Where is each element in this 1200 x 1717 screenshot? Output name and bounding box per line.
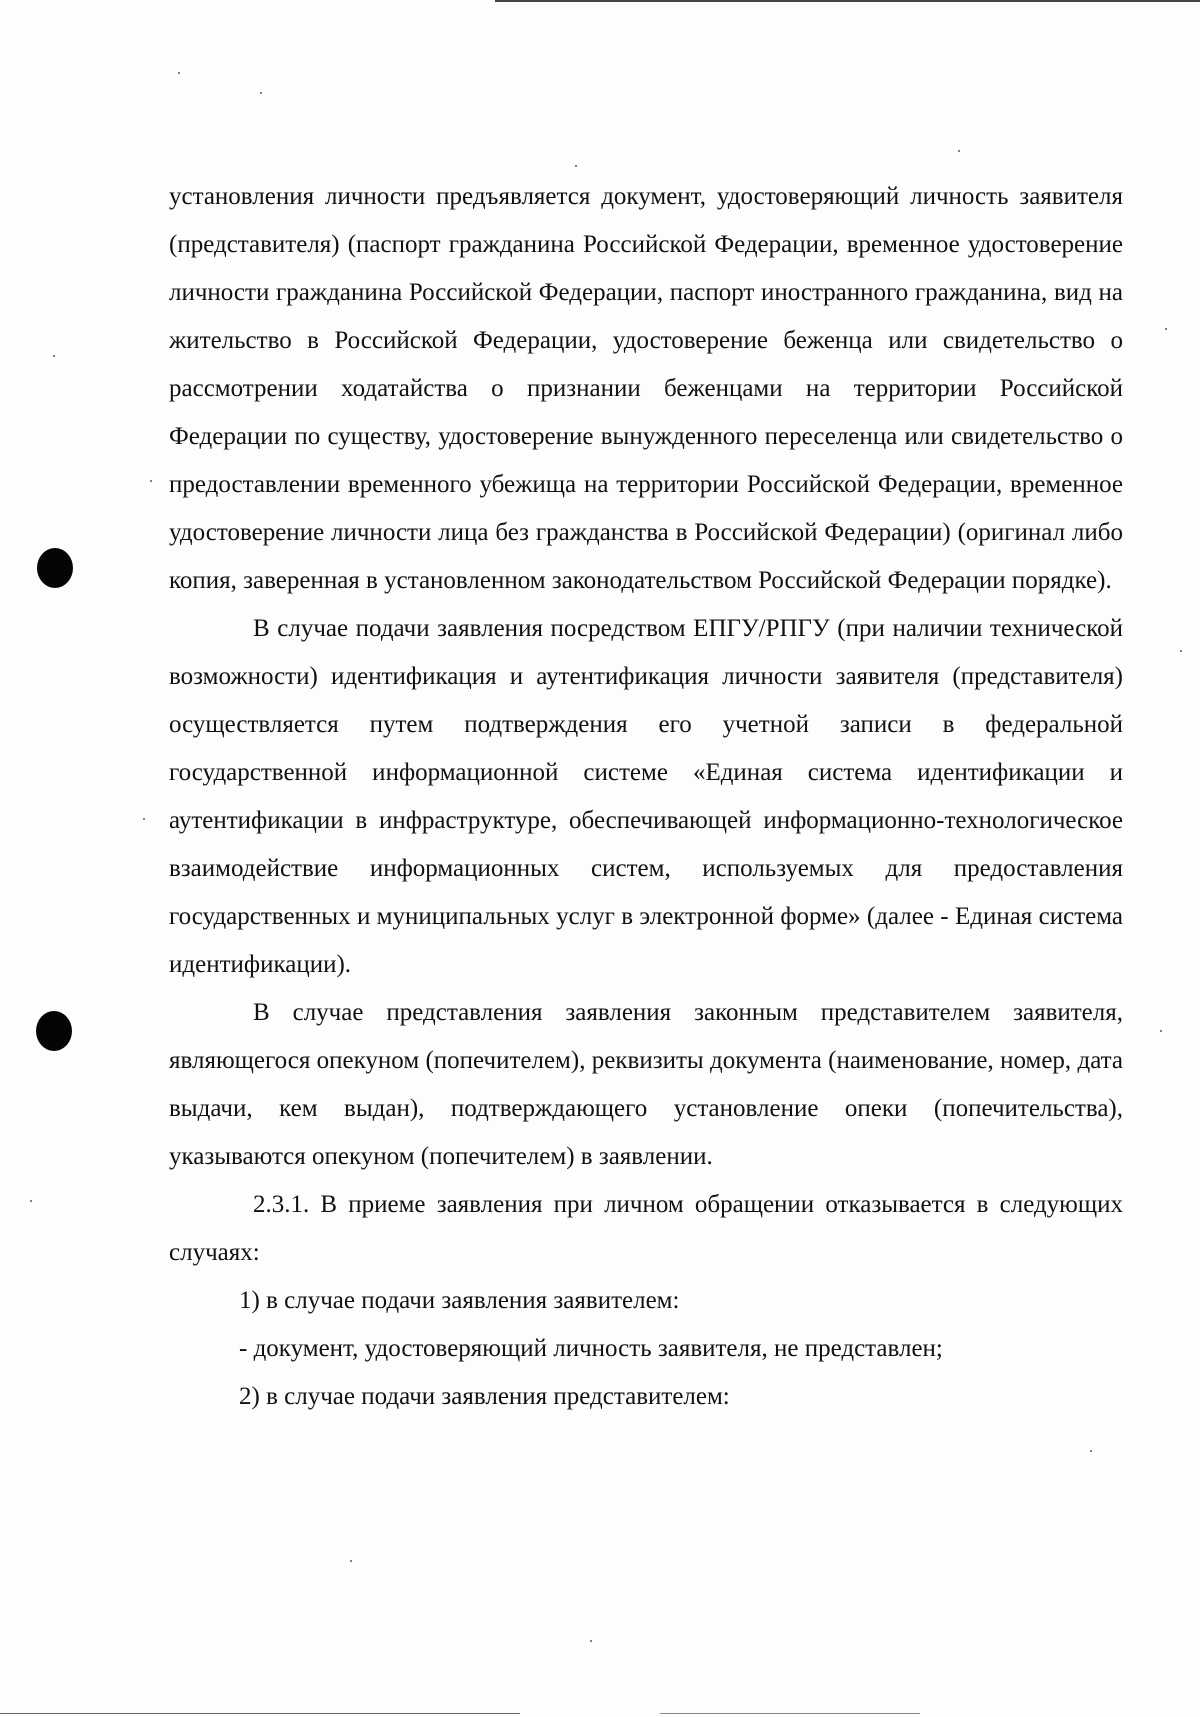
paragraph: В случае представления заявления законным представителем заявителя, являющегося опекуном (попечителем), реквизиты документа (наименование, номер, дата выдачи, кем выдан), подтверждающего установление опеки (попечительства), указываются опекуном (попечителем) в заявлении.	[169, 999, 1123, 1170]
scan-speck	[958, 150, 960, 152]
scan-speck	[1180, 650, 1182, 652]
scan-speck	[30, 1200, 32, 1202]
scan-speck	[178, 72, 180, 74]
punch-hole	[37, 548, 73, 588]
document-body	[169, 173, 1123, 1421]
list-item: 2) в случае подачи заявления представителем:	[239, 1383, 730, 1410]
scan-speck	[1090, 1450, 1092, 1452]
scan-speck	[590, 1640, 592, 1642]
punch-hole	[36, 1011, 72, 1051]
scan-edge-bottom-right	[660, 1713, 920, 1714]
scan-speck	[143, 818, 145, 820]
scan-speck	[260, 92, 262, 94]
scan-edge-top	[495, 0, 1200, 2]
scan-speck	[1165, 328, 1167, 330]
paragraph: установления личности предъявляется документ, удостоверяющий личность заявителя (представителя) (паспорт гражданина Российской Федерации, временное удостоверение личности гражданина Российской Федерации, паспорт иностранного гражданина, вид на жительство в Российской Федерации, удостоверение беженца или свидетельство о рассмотрении ходатайства о признании беженцами на территории Российской Федерации по существу, удостоверение вынужденного переселенца или свидетельство о предоставлении временного убежища на территории Российской Федерации, временное удостоверение личности лица без гражданства в Российской Федерации) (оригинал либо копия, заверенная в установленном законодательством Российской Федерации порядке).	[169, 183, 1123, 594]
list-item: - документ, удостоверяющий личность заявителя, не представлен;	[239, 1335, 943, 1362]
scan-speck	[575, 165, 577, 167]
scan-speck	[1160, 1030, 1162, 1032]
list-item: 1) в случае подачи заявления заявителем:	[239, 1287, 680, 1314]
paragraph: 2.3.1. В приеме заявления при личном обращении отказывается в следующих случаях:	[169, 1191, 1123, 1266]
scan-edge-bottom	[0, 1713, 520, 1714]
scan-speck	[350, 1560, 352, 1562]
scan-speck	[150, 480, 152, 482]
scan-speck	[53, 355, 55, 357]
paragraph: В случае подачи заявления посредством ЕПГУ/РПГУ (при наличии технической возможности) идентификация и аутентификация личности заявителя (представителя) осуществляется путем подтверждения его учетной записи в федеральной государственной информационной системе «Единая система идентификации и аутентификации в инфраструктуре, обеспечивающей информационно-технологическое взаимодействие информационных систем, используемых для предоставления государственных и муниципальных услуг в электронной форме» (далее - Единая система идентификации).	[169, 615, 1123, 978]
